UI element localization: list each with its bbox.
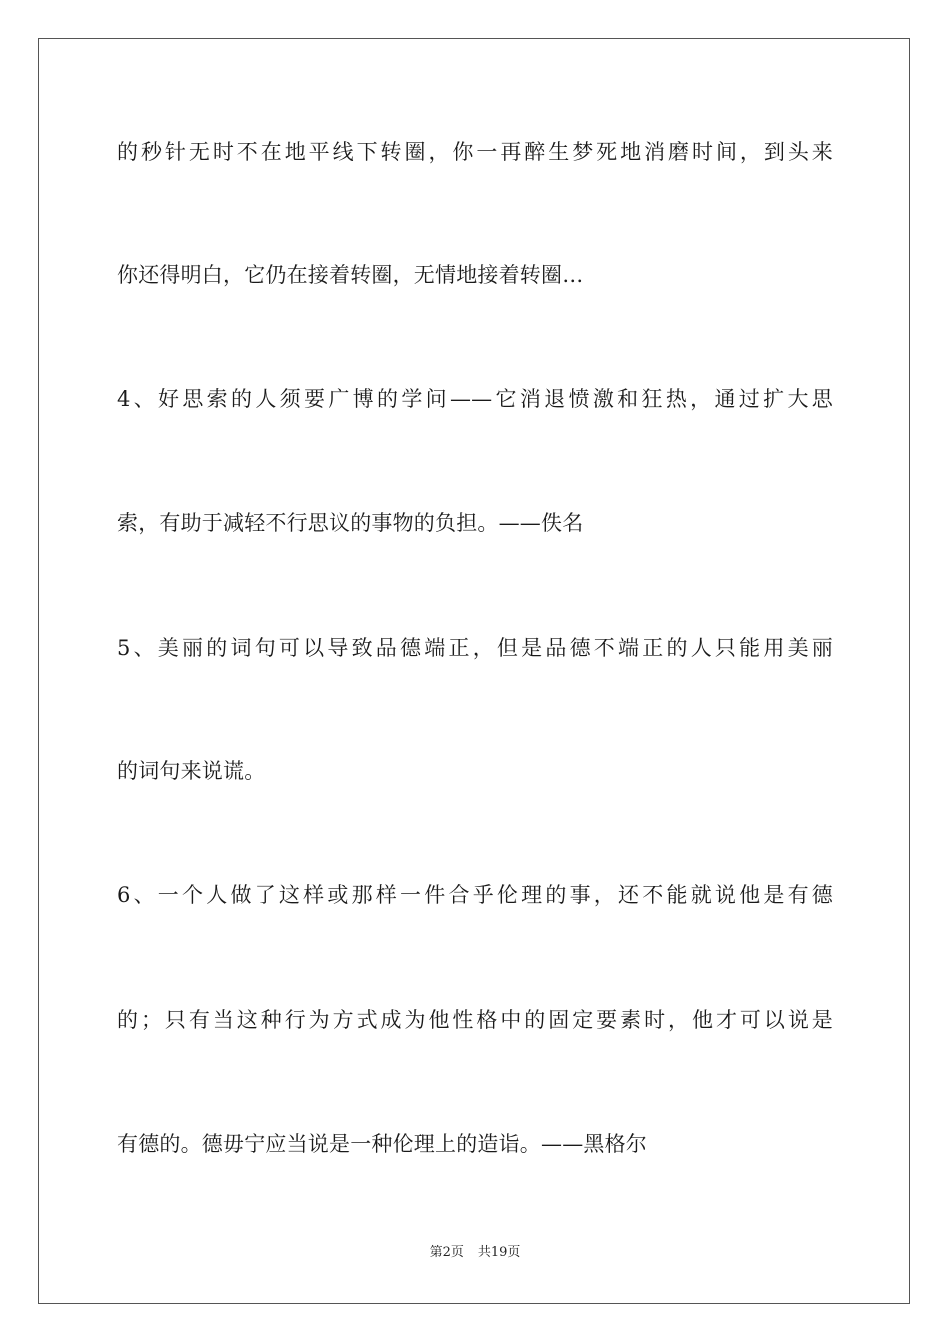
page-frame xyxy=(38,38,910,1304)
paragraph-line: 的秒针无时不在地平线下转圈，你一再醉生梦死地消磨时间，到头来 xyxy=(117,140,833,164)
paragraph-line: 索，有助于减轻不行思议的事物的负担。——佚名 xyxy=(117,511,584,535)
page-footer xyxy=(0,1245,950,1261)
paragraph-line: 4、好思索的人须要广博的学问——它消退愤激和狂热，通过扩大思 xyxy=(117,387,833,411)
paragraph-line: 的词句来说谎。 xyxy=(117,759,266,783)
paragraph-line: 的；只有当这种行为方式成为他性格中的固定要素时，他才可以说是 xyxy=(117,1008,833,1032)
paragraph-line: 有德的。德毋宁应当说是一种伦理上的造诣。——黑格尔 xyxy=(117,1132,647,1156)
paragraph-line: 你还得明白，它仍在接着转圈，无情地接着转圈… xyxy=(117,263,584,287)
paragraph-line: 6、一个人做了这样或那样一件合乎伦理的事，还不能就说他是有德 xyxy=(117,883,833,907)
page-number: 第2页 xyxy=(429,1245,464,1260)
paragraph-line: 5、美丽的词句可以导致品德端正，但是品德不端正的人只能用美丽 xyxy=(117,636,833,660)
page-total: 共19页 xyxy=(477,1245,521,1260)
